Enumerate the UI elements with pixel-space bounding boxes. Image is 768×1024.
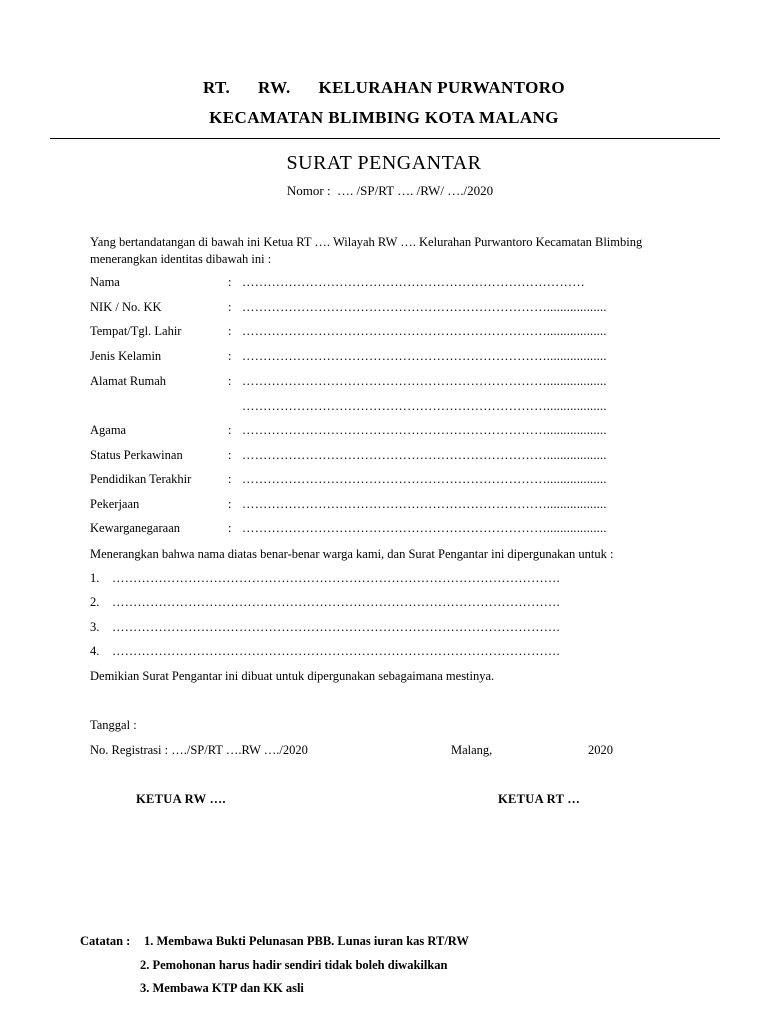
note-item: 3. Membawa KTP dan KK asli: [140, 981, 304, 995]
field-value-alamat-line2: ………………………………………………………………..................: [242, 399, 607, 413]
purpose-item-number: 1.: [90, 571, 100, 585]
field-value-nik: ………………………………………………………………..................: [242, 300, 607, 314]
field-value-ttl: ………………………………………………………………..................: [242, 324, 607, 338]
field-value-pekerjaan: ………………………………………………………………..................: [242, 497, 607, 511]
closing-statement: Demikian Surat Pengantar ini dibuat untuk dipergunakan sebagaimana mestinya.: [90, 669, 495, 683]
field-colon: :: [228, 374, 232, 388]
purpose-item-number: 2.: [90, 595, 100, 609]
purpose-intro: Menerangkan bahwa nama diatas benar-benar warga kami, dan Surat Pengantar ini dipergunakan untuk :: [90, 547, 614, 561]
purpose-item-line: …………………………………………………………………………………………….: [112, 571, 560, 585]
header-line-1: RT. RW. KELURAHAN PURWANTORO: [202, 78, 566, 97]
field-label-agama: Agama: [90, 423, 127, 437]
field-colon: :: [228, 497, 232, 511]
purpose-item-number: 4.: [90, 644, 100, 658]
field-colon: :: [228, 324, 232, 338]
field-label-ttl: Tempat/Tgl. Lahir: [90, 324, 182, 338]
field-colon: :: [228, 423, 232, 437]
intro-paragraph: Yang bertandatangan di bawah ini Ketua RT …. Wilayah RW …. Kelurahan Purwantoro Kecamatan Blimbing menerangkan identitas dibawah ini :: [90, 235, 643, 266]
purpose-item-line: …………………………………………………………………………………………….: [112, 644, 560, 658]
field-value-status-perkawinan: ………………………………………………………………..................: [242, 448, 607, 462]
field-value-pendidikan: ………………………………………………………………..................: [242, 472, 607, 486]
header-divider: [50, 138, 720, 139]
field-value-alamat: ………………………………………………………………..................: [242, 374, 607, 388]
signature-ketua-rw: KETUA RW ….: [136, 792, 226, 806]
field-label-pendidikan: Pendidikan Terakhir: [90, 472, 192, 486]
letter-number: Nomor : …. /SP/RT …. /RW/ …./2020: [286, 183, 494, 198]
field-colon: :: [228, 275, 232, 289]
place-label: Malang,: [451, 743, 493, 757]
purpose-item-line: …………………………………………………………………………………………….: [112, 595, 560, 609]
field-colon: :: [228, 349, 232, 363]
note-item: 1. Membawa Bukti Pelunasan PBB. Lunas iuran kas RT/RW: [144, 934, 469, 948]
field-label-nama: Nama: [90, 275, 120, 289]
field-label-nik: NIK / No. KK: [90, 300, 162, 314]
field-value-jenis-kelamin: ………………………………………………………………..................: [242, 349, 607, 363]
field-value-nama: ………………………………………………………………………: [242, 275, 585, 289]
signature-ketua-rt: KETUA RT …: [498, 792, 581, 806]
field-colon: :: [228, 300, 232, 314]
field-colon: :: [228, 472, 232, 486]
field-label-status-perkawinan: Status Perkawinan: [90, 448, 183, 462]
field-colon: :: [228, 448, 232, 462]
field-label-jenis-kelamin: Jenis Kelamin: [90, 349, 162, 363]
header-line-2: KECAMATAN BLIMBING KOTA MALANG: [209, 108, 559, 127]
notes-heading: Catatan :: [80, 934, 131, 948]
field-value-kewarganegaraan: ………………………………………………………………..................: [242, 521, 607, 535]
field-label-pekerjaan: Pekerjaan: [90, 497, 140, 511]
field-colon: :: [228, 521, 232, 535]
field-label-kewarganegaraan: Kewarganegaraan: [90, 521, 180, 535]
date-label: Tanggal :: [90, 718, 137, 732]
field-label-alamat: Alamat Rumah: [90, 374, 167, 388]
year-label: 2020: [588, 743, 613, 757]
registration-number: No. Registrasi : …./SP/RT ….RW …./2020: [90, 743, 308, 757]
purpose-item-number: 3.: [90, 620, 100, 634]
purpose-item-line: …………………………………………………………………………………………….: [112, 620, 560, 634]
note-item: 2. Pemohonan harus hadir sendiri tidak boleh diwakilkan: [140, 958, 448, 972]
field-value-agama: ………………………………………………………………..................: [242, 423, 607, 437]
letter-title: SURAT PENGANTAR: [286, 152, 482, 174]
